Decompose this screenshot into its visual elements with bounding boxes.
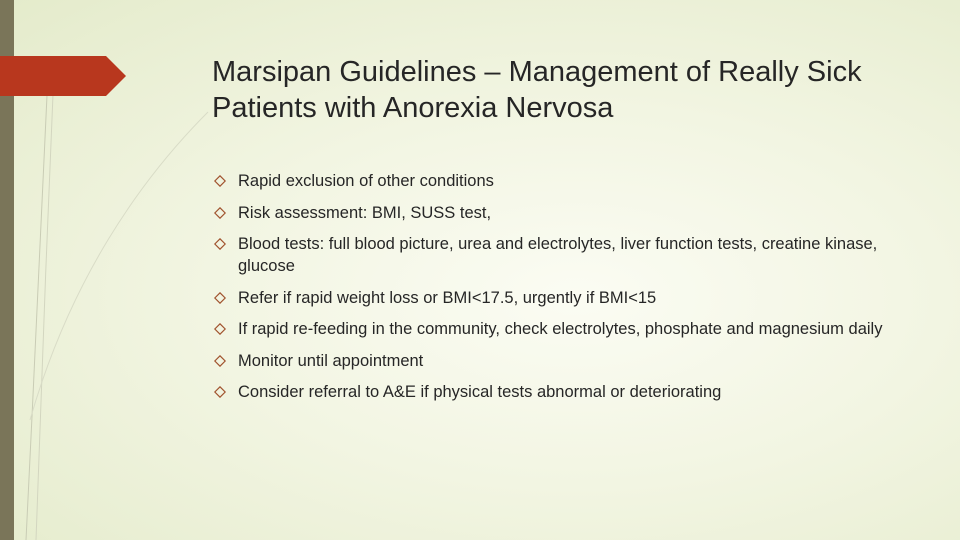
diamond-outline-icon [214,175,226,187]
slide-title: Marsipan Guidelines – Management of Really Sick Patients with Anorexia Nervosa [212,56,862,124]
diamond-outline-icon [214,355,226,367]
bullet-item [214,202,894,224]
bullet-item [214,350,894,372]
bullet-item [214,287,894,309]
bullet-item [214,170,894,192]
diamond-outline-icon [214,386,226,398]
diamond-outline-icon [214,323,226,335]
bullet-text: Rapid exclusion of other conditions [238,172,494,190]
bullet-text: Risk assessment: BMI, SUSS test, [238,203,492,222]
diamond-outline-icon [214,207,226,219]
bullet-text: Refer if rapid weight loss or BMI<17.5, urgently if BMI<15 [238,288,657,307]
bullet-list [214,170,894,413]
red-arrow-icon [0,56,126,96]
bullet-item [214,381,894,403]
bullet-item [214,318,894,340]
diamond-outline-icon [214,292,226,304]
diamond-outline-icon [214,238,226,250]
bullet-text: Blood tests: full blood picture, urea and electrolytes, liver function tests, creatine kinase, glucose [238,235,878,275]
bullet-text: If rapid re-feeding in the community, check electrolytes, phosphate and magnesium daily [238,320,883,338]
bullet-text: Monitor until appointment [238,351,424,370]
bullet-text: Consider referral to A&E if physical tests abnormal or deteriorating [238,383,722,401]
bullet-item [214,233,894,277]
